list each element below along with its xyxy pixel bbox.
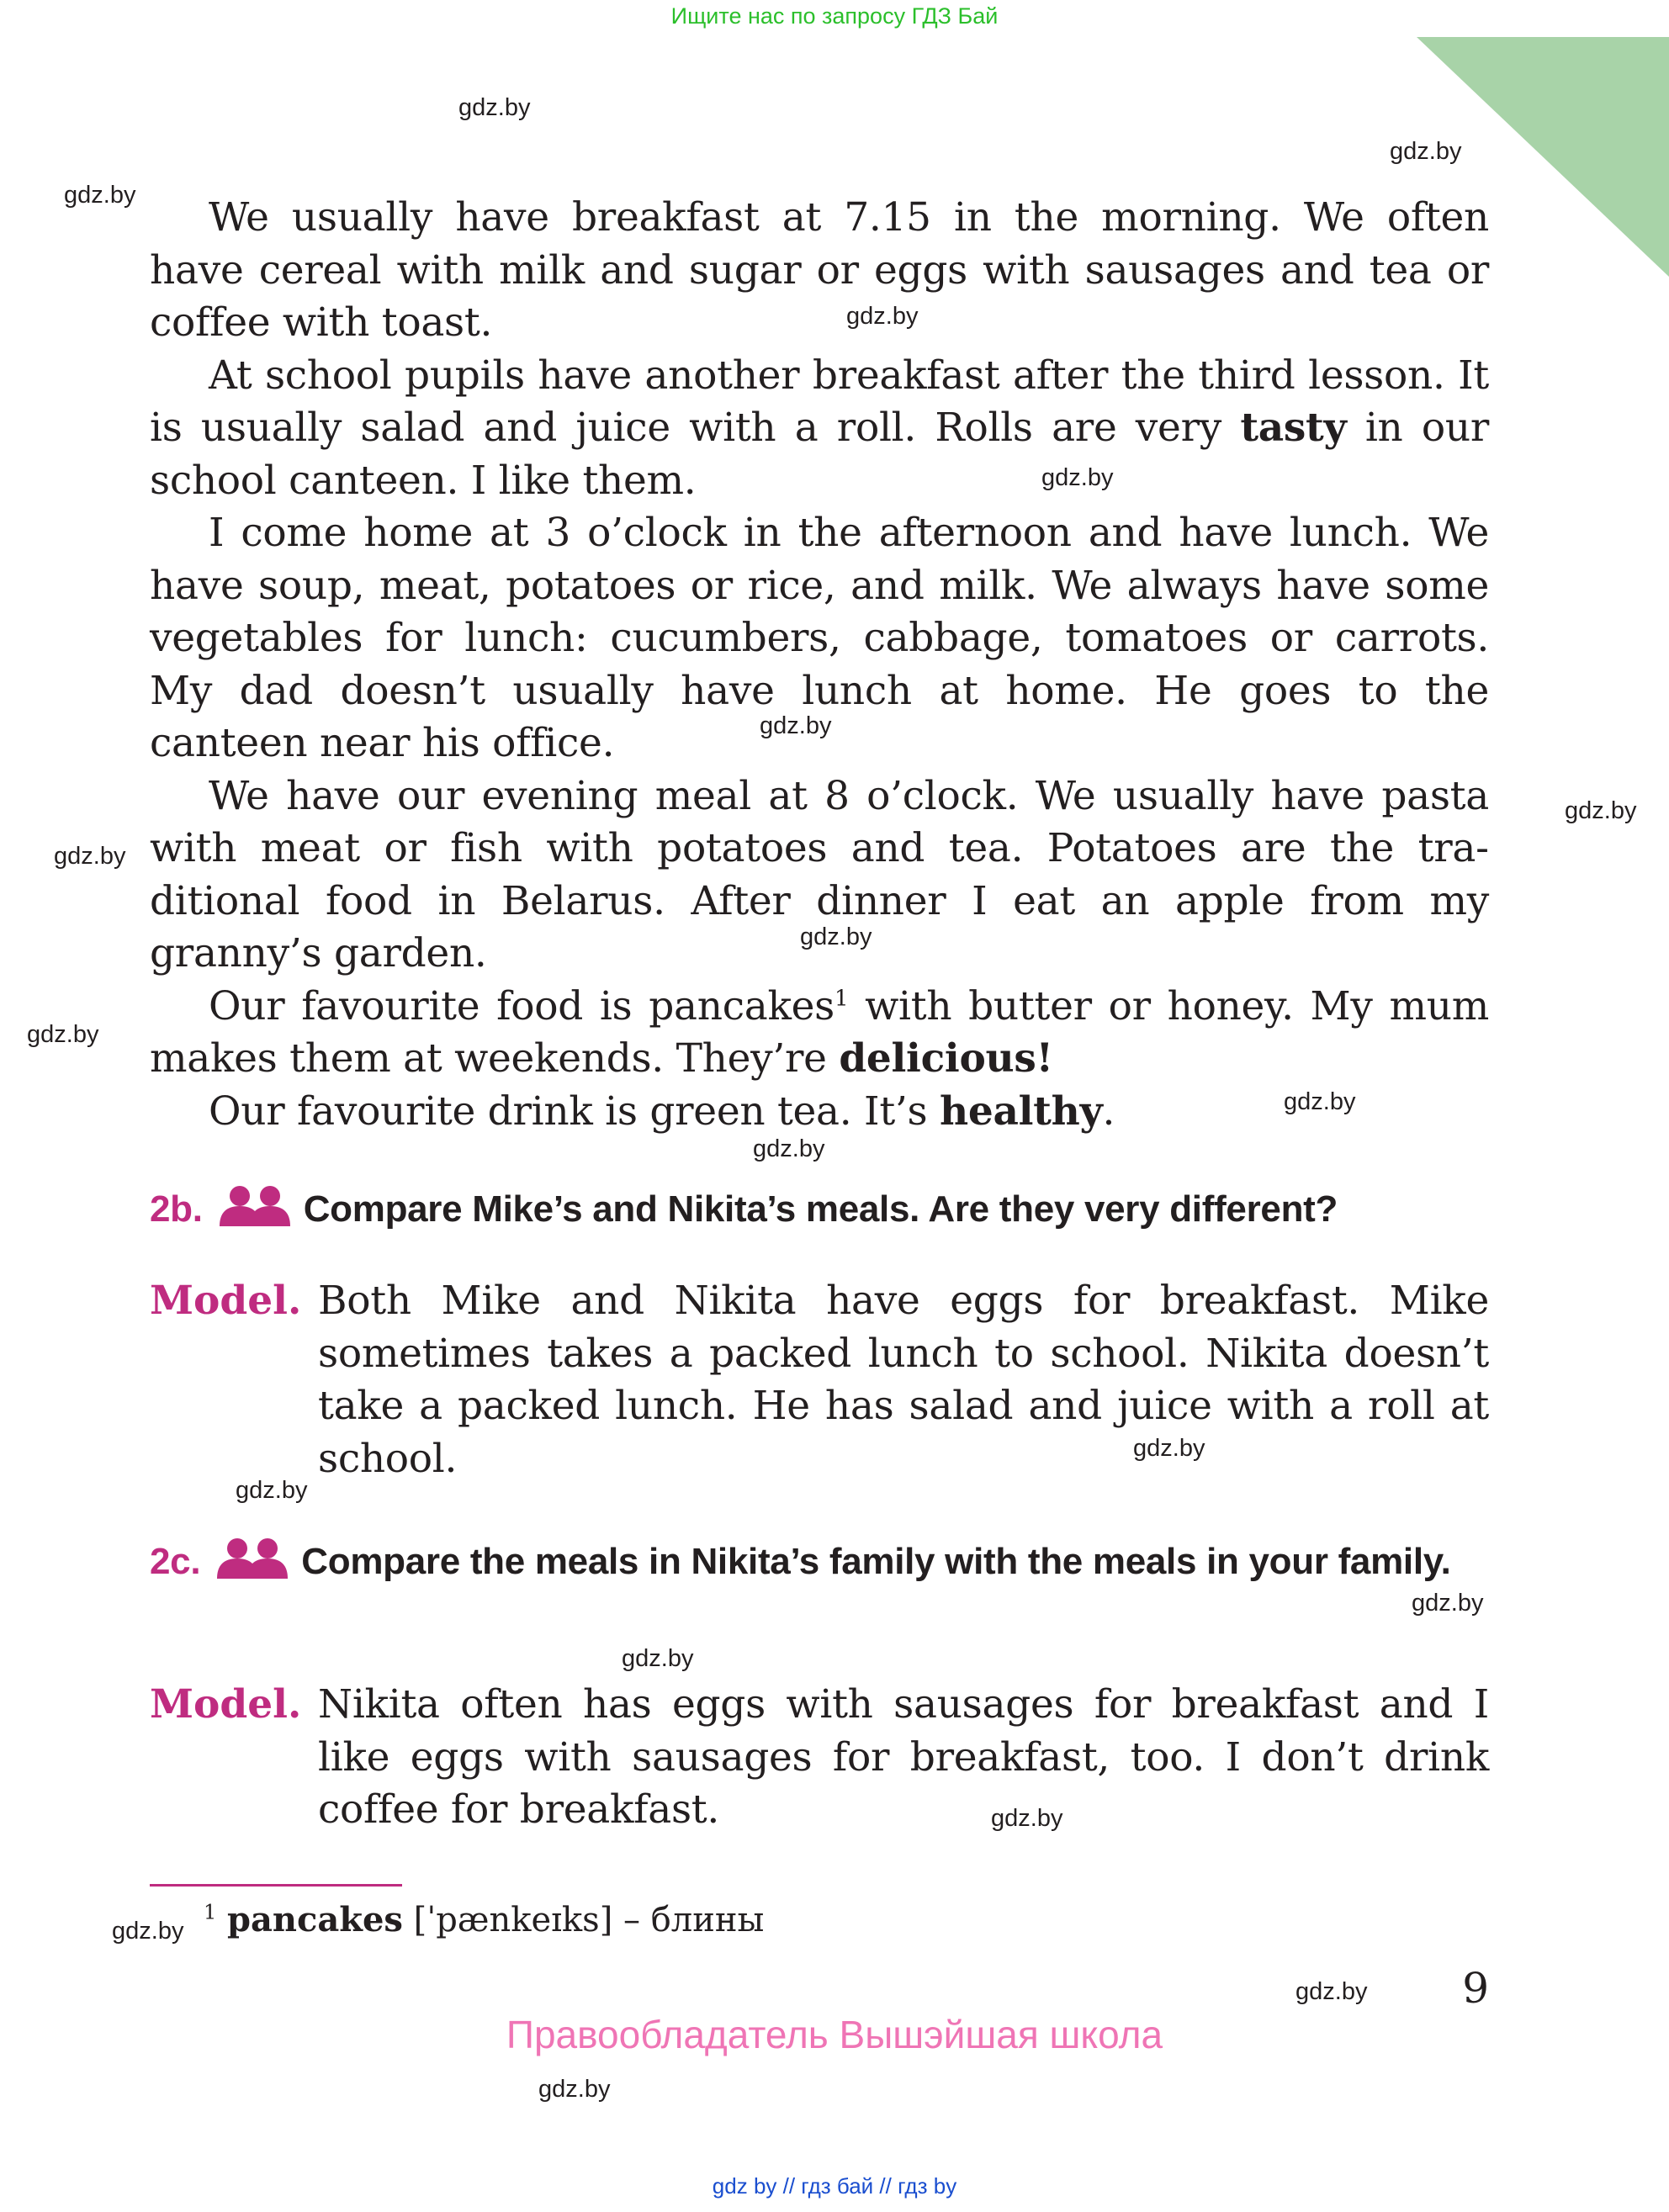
footnote bbox=[204, 1897, 764, 1944]
task-text: Compare Mike’s and Nikita’s meals. Are they very different? bbox=[303, 1188, 1338, 1230]
footnote-transcription: [ˈpænkeɪks] bbox=[402, 1901, 613, 1939]
footnote-marker: 1 bbox=[204, 1900, 217, 1924]
watermark: gdz.by bbox=[54, 843, 126, 870]
pair-work-icon bbox=[215, 1537, 289, 1579]
paragraph-breakfast: We usually have breakfast at 7.15 in the morning. We often have cereal with milk and sugar or eggs with sausages and tea or coffee with toast. bbox=[150, 194, 1489, 346]
text-span: in our school canteen. I like them. bbox=[150, 405, 1489, 504]
text-span: Our favourite drink is green tea. It’s bbox=[209, 1087, 940, 1135]
task-number: 2c. bbox=[150, 1541, 201, 1582]
model-label: Model. bbox=[150, 1681, 302, 1728]
task-number: 2b. bbox=[150, 1188, 203, 1230]
watermark: gdz.by bbox=[991, 1805, 1063, 1832]
watermark: gdz.by bbox=[800, 923, 872, 950]
paragraph-school-breakfast bbox=[150, 350, 1489, 508]
top-banner[interactable]: Ищите нас по запросу ГДЗ Бай bbox=[670, 3, 999, 29]
text-span: At school pupils have another breakfast after the third lesson. It is usually salad and juice with a roll. Rolls are very bbox=[150, 352, 1489, 451]
bottom-links[interactable]: gdz by // гдз бай // гдз by bbox=[712, 2173, 957, 2199]
watermark: gdz.by bbox=[622, 1645, 694, 1672]
watermark: gdz.by bbox=[1295, 1978, 1368, 2005]
text-span: . bbox=[1102, 1087, 1115, 1135]
bold-word: healthy bbox=[940, 1087, 1103, 1135]
footnote-word: pancakes bbox=[227, 1900, 403, 1939]
watermark: gdz.by bbox=[1565, 797, 1637, 824]
watermark: gdz.by bbox=[458, 94, 531, 121]
pair-work-icon bbox=[218, 1184, 292, 1226]
paragraph-evening-meal: We have our evening meal at 8 o’clock. We usually have pasta with meat or fish with potatoes and tea. Potatoes are the traditional food in Belarus. After dinner I eat an apple from my granny’s garden. bbox=[150, 772, 1489, 976]
paragraph-favourite-drink bbox=[150, 1086, 1489, 1139]
paragraph-lunch: I come home at 3 o’clock in the afternoon and have lunch. We have soup, meat, potatoes or rice, and milk. We always have some vegetables for lunch: cucumbers, cabbage, tomatoes or carrots. My dad doesn’t usually have lunch at home. He goes to the canteen near his office. bbox=[150, 510, 1489, 766]
task-2b-heading bbox=[150, 1184, 1489, 1235]
watermark: gdz.by bbox=[1284, 1088, 1356, 1115]
text-span: Our favourite food is pancakes bbox=[209, 982, 834, 1029]
watermark: gdz.by bbox=[538, 2076, 611, 2103]
footnote-rule bbox=[150, 1884, 402, 1887]
watermark: gdz.by bbox=[1412, 1590, 1484, 1617]
watermark: gdz.by bbox=[1133, 1435, 1205, 1462]
text-span: with butter or honey. My mum makes them at weekends. They’re bbox=[150, 982, 1489, 1082]
watermark: gdz.by bbox=[846, 303, 919, 330]
copyright-holder: Правообладатель Вышэйшая школа bbox=[506, 2013, 1163, 2056]
watermark: gdz.by bbox=[753, 1135, 825, 1162]
reading-text bbox=[150, 192, 1489, 1138]
watermark: gdz.by bbox=[236, 1477, 308, 1504]
bold-word: delicious! bbox=[839, 1035, 1053, 1082]
bold-word: tasty bbox=[1240, 405, 1347, 451]
page-number: 9 bbox=[1462, 1964, 1489, 2013]
footnote-marker: 1 bbox=[834, 985, 849, 1011]
watermark: gdz.by bbox=[27, 1021, 99, 1048]
model-text: Nikita often has eggs with sausages for breakfast and I like eggs with sausages for breakfast, too. I don’t drink coffee for breakfast. bbox=[318, 1681, 1489, 1833]
watermark: gdz.by bbox=[1390, 138, 1462, 165]
footnote-translation: – блины bbox=[612, 1901, 765, 1939]
watermark: gdz.by bbox=[112, 1918, 184, 1945]
task-text: Compare the meals in Nikita’s family with the meals in your family. bbox=[301, 1541, 1451, 1582]
task-2c-heading bbox=[150, 1536, 1489, 1588]
model-text: Both Mike and Nikita have eggs for breakfast. Mike sometimes takes a packed lunch to school. Nikita doesn’t take a packed lunch. He has salad and juice with a roll at school. bbox=[318, 1278, 1489, 1482]
paragraph-favourite-food bbox=[150, 981, 1489, 1086]
watermark: gdz.by bbox=[64, 182, 136, 209]
watermark: gdz.by bbox=[1041, 464, 1114, 491]
watermark: gdz.by bbox=[760, 712, 832, 739]
model-label: Model. bbox=[150, 1278, 302, 1324]
